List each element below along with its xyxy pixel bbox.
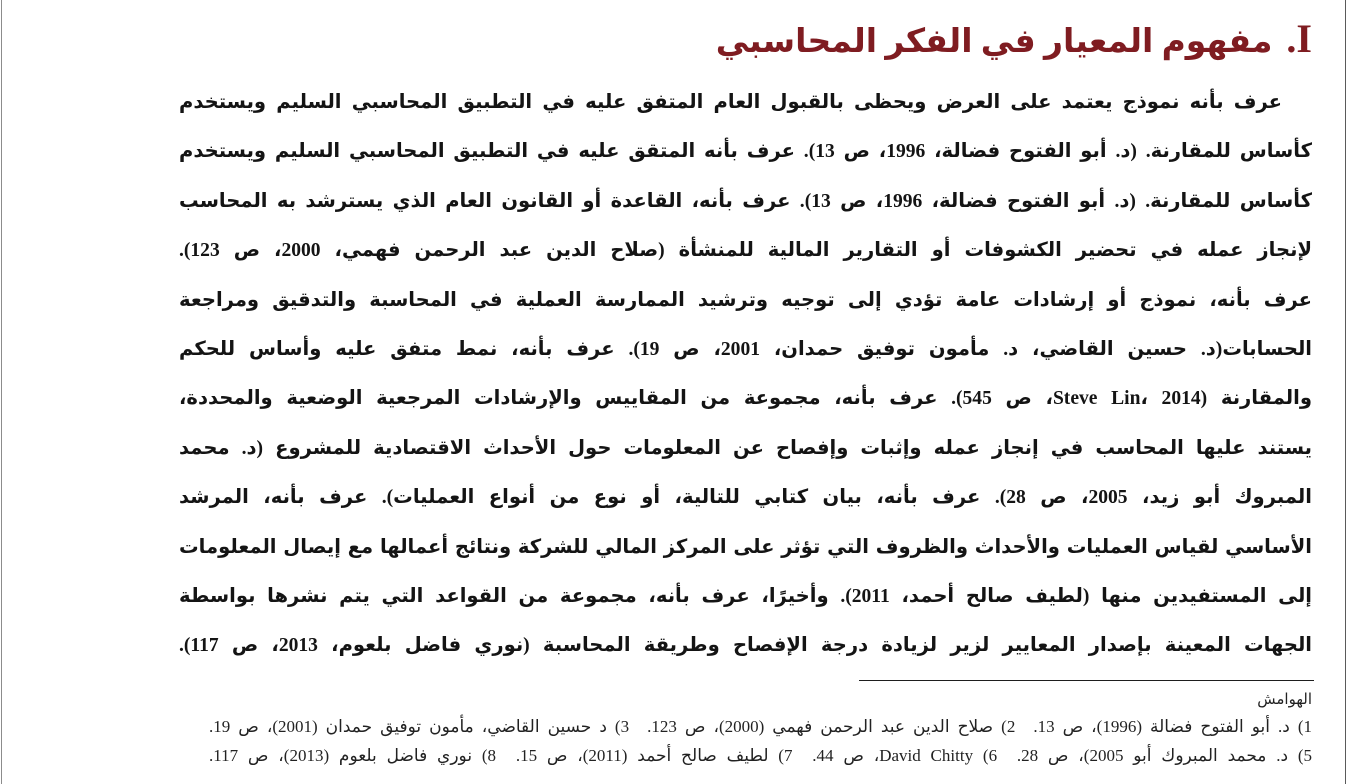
paragraph-line: يستند عليها المحاسب في إنجاز عمله وإثبات وإفصاح عن المعلومات حول الأحداث الاقتصادية للمشروع (د. محمد (179, 437, 1312, 459)
paragraph-line: المبروك أبو زيد، 2005، ص 28). عرف بأنه، بيان كتابي للتالية، أو نوع من أنواع العمليات). عرف بأنه، المرشد (179, 487, 1312, 509)
paragraph-line: والمقارنة (Steve Lin، 2014، ص 545). عرف بأنه، مجموعة من المقاييس والإرشادات المرجعية الوضعية والمحددة، (179, 388, 1312, 410)
footnote-item: 5) د. محمد المبروك أبو 2005)، ص 28. (1016, 746, 1313, 765)
section-title: مفهوم المعيار في الفكر المحاسبي (715, 24, 1273, 60)
footnotes-heading: الهوامش (1257, 692, 1312, 708)
paragraph-line: إلى المستفيدين منها (لطيف صالح أحمد، 2011). وأخيرًا، عرف بأنه، مجموعة من القواعد التي يتم نشرها بواسطة (179, 585, 1313, 607)
document-page (1, 0, 1346, 784)
footnote-item: 3) د حسين القاضي، مأمون توفيق حمدان (2001)، ص 19. (209, 717, 630, 736)
footnote-item: 1) د. أبو الفتوح فضالة (1996)، ص 13. (1033, 717, 1313, 736)
section-heading (716, 10, 1312, 68)
footnote-row (209, 712, 1312, 741)
paragraph-line: كأساس للمقارنة. (د. أبو الفتوح فضالة، 1996، ص 13). عرف بأنه المتقق عليه في التطبيق المحاسبي السليم ويستخدم (179, 141, 1312, 163)
paragraph-line: لإنجاز عمله في تحضير الكشوفات أو التقارير المالية للمنشأة (صلاح الدين عبد الرحمن فهمي، 2000، ص 123). (179, 240, 1312, 262)
footnote-row (209, 741, 1312, 770)
footnote-item: 8) نوري فاضل بلعوم (2013)، ص 117. (209, 746, 497, 765)
paragraph-line: عرف بأنه نموذج يعتمد على العرض ويحظى بالقبول العام المتفق عليه في التطبيق المحاسبي السليم ويستخدم (179, 92, 1282, 113)
footnote-separator (859, 680, 1314, 681)
footnote-item: 7) لطيف صالح أحمد (2011)، ص 15. (515, 746, 793, 765)
paragraph-line: الأساسي لقياس العمليات والأحداث والظروف التي تؤثر على المركز المالي للشركة ونتائج أعمالها مع إيصال المعلومات (179, 536, 1312, 558)
paragraph-line: الجهات المعينة بإصدار المعايير لزير لزيادة درجة الإفصاح وطريقة المحاسبة (نوري فاضل بلعوم، 2013، ص 117). (179, 635, 1312, 657)
paragraph-line: الحسابات(د. حسين القاضي، د. مأمون توفيق حمدان، 2001، ص 19). عرف بأنه، نمط متفق عليه وأساس للحكم (179, 338, 1312, 360)
footnote-item: 6) David Chitty، ص 44. (812, 746, 998, 765)
section-number: I. (1286, 16, 1312, 61)
paragraph-line: عرف بأنه، نموذج أو إرشادات عامة تؤدي إلى توجيه وترشيد الممارسة العملية في المحاسبة والتدقيق ومراجعة (179, 289, 1312, 311)
paragraph-line: كأساس للمقارنة. (د. أبو الفتوح فضالة، 1996، ص 13). عرف بأنه، القاعدة أو القانون العام الذي يسترشد به المحاسب (179, 190, 1312, 212)
footnotes (209, 688, 1312, 770)
footnote-item: 2) صلاح الدين عبد الرحمن فهمي (2000)، ص 123. (647, 717, 1016, 736)
body-paragraph (179, 78, 1312, 671)
